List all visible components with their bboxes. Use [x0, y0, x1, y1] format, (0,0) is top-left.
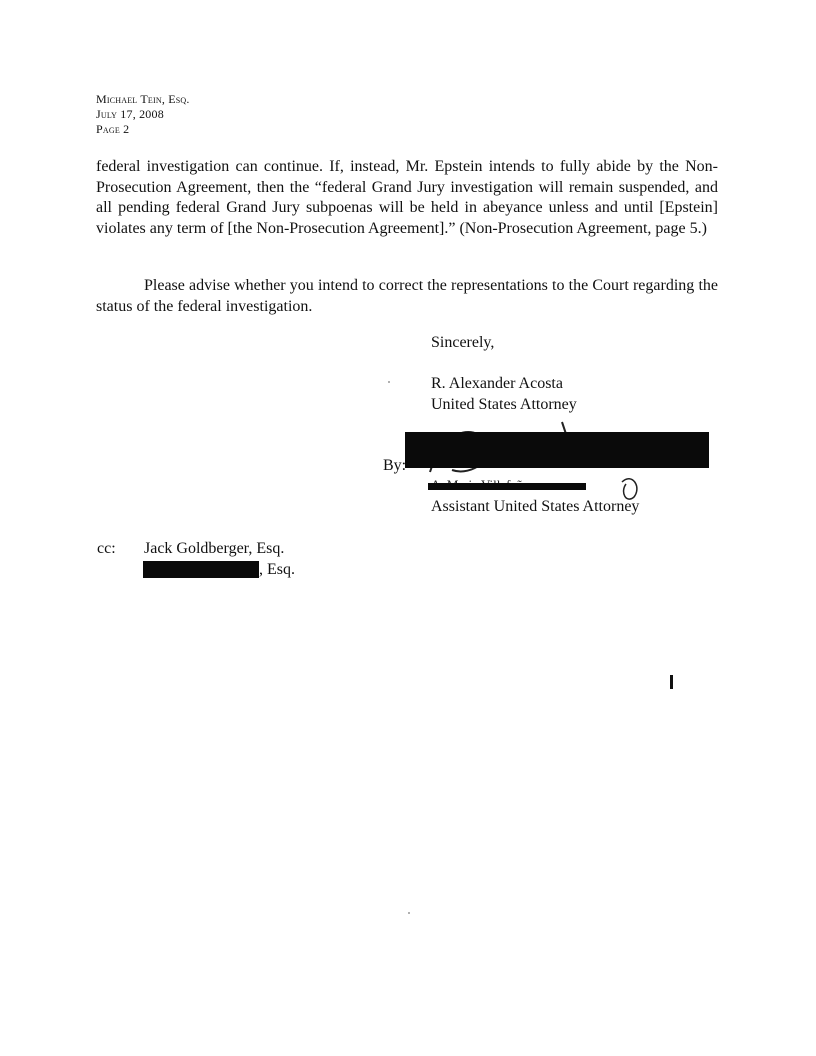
- assistant-title: Assistant United States Attorney: [431, 498, 640, 515]
- signer-name: R. Alexander Acosta: [431, 375, 563, 392]
- paragraph-continuation: federal investigation can continue. If, instead, Mr. Epstein intends to fully abide by the Non-Prosecution Agreement, then the “federal Grand Jury investigation will remain suspended, and all pending federal Grand Jury subpoenas will be held in abeyance unless and until [Epstein] violates any term of [the Non-Prosecution Agreement].” (Non-Prosecution Agreement, page 5.): [96, 158, 718, 237]
- by-label: By:: [383, 457, 407, 474]
- signer-title: United States Attorney: [431, 396, 577, 413]
- redaction-cc-name: [143, 561, 259, 578]
- cc-label: cc:: [97, 540, 116, 557]
- paragraph-request: [96, 276, 718, 317]
- redaction-signature: [405, 432, 709, 468]
- cc-recipient-1: Jack Goldberger, Esq.: [144, 540, 285, 557]
- date-line: July 17, 2008: [96, 107, 164, 121]
- paragraph-request-text: Please advise whether you intend to correct the representations to the Court regarding the status of the federal investigation.: [96, 277, 718, 315]
- recipient-line: Michael Tein, Esq.: [96, 92, 190, 106]
- margin-mark: [670, 675, 673, 689]
- redaction-strike-bar: [428, 483, 586, 490]
- page-line: Page 2: [96, 122, 130, 136]
- scan-speck: [388, 381, 390, 383]
- cc-recipient-2-suffix: , Esq.: [259, 561, 295, 578]
- letter-header: [96, 92, 190, 137]
- scan-speck: [408, 912, 410, 914]
- salutation: Sincerely,: [431, 334, 495, 351]
